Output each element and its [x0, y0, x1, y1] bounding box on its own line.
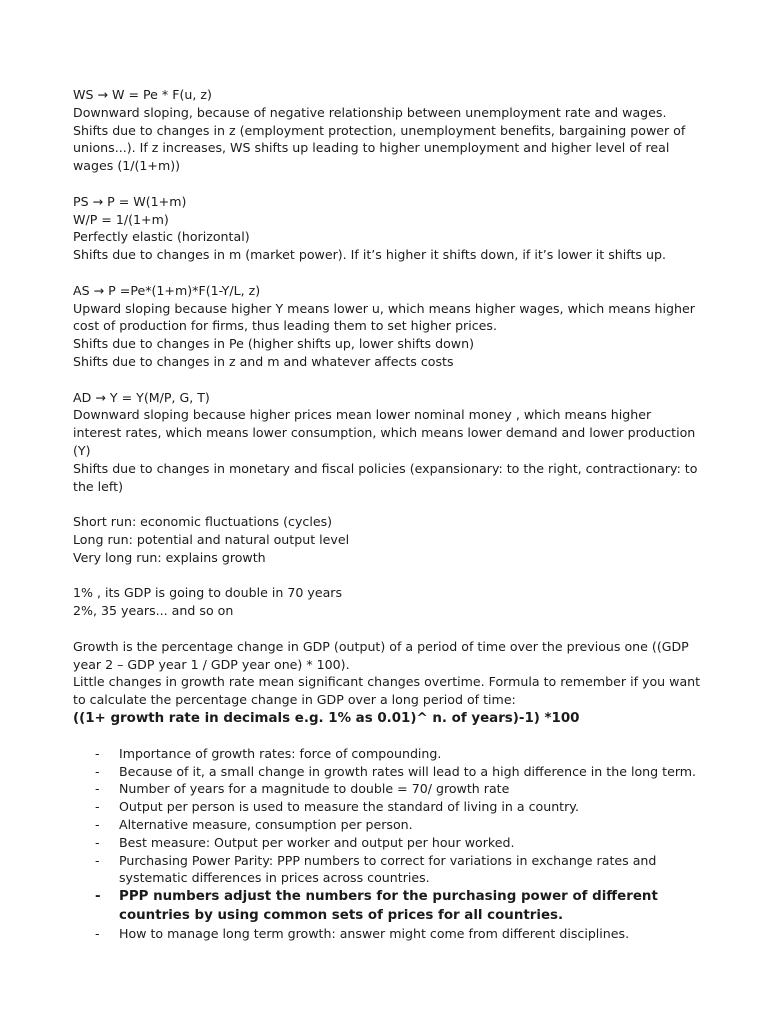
ad-line: Downward sloping because higher prices mean lower nominal money , which means higher interest rates, which means lower consumption, which means lower demand and lower production (Y): [73, 407, 700, 458]
ws-line: Downward sloping, because of negative relationship between unemployment rate and wages.: [73, 104, 667, 120]
ad-line: Shifts due to changes in monetary and fiscal policies (expansionary: to the right, contractionary: to the left): [73, 460, 702, 494]
growth-formula: ((1+ growth rate in decimals e.g. 1% as 0.01)^ n. of years)-1) *100: [73, 710, 580, 726]
document-page: [73, 86, 703, 943]
bullet-dash: -: [95, 852, 100, 868]
run-line: Very long run: explains growth: [73, 549, 266, 565]
paragraph-gap: [73, 175, 703, 193]
list-item-text: Alternative measure, consumption per person.: [119, 817, 413, 833]
bullet-dash: -: [95, 763, 100, 779]
list-item: [73, 852, 703, 888]
list-item-text: PPP numbers adjust the numbers for the purchasing power of different countries by using common sets of prices for all countries.: [119, 889, 658, 924]
list-item: [73, 834, 703, 852]
list-item-text: Number of years for a magnitude to double = 70/ growth rate: [119, 781, 510, 797]
paragraph-gap: [73, 264, 703, 282]
as-line: Upward sloping because higher Y means lower u, which means higher wages, which means higher cost of production for firms, thus leading them to set higher prices.: [73, 300, 699, 334]
growth-line: Growth is the percentage change in GDP (output) of a period of time over the previous one ((GDP year 2 – GDP year 1 / GDP year one) * 100).: [73, 638, 693, 672]
doubling-line: 2%, 35 years... and so on: [73, 603, 234, 619]
list-item: [73, 763, 703, 781]
bullet-dash: -: [95, 834, 100, 850]
bullet-dash: -: [95, 745, 100, 761]
paragraph-gap: [73, 620, 703, 638]
list-item-text: Best measure: Output per worker and output per hour worked.: [119, 834, 515, 850]
ps-heading: PS → P = W(1+m): [73, 193, 187, 209]
bullet-dash: -: [95, 889, 101, 905]
as-heading: AS → P =Pe*(1+m)*F(1-Y/L, z): [73, 282, 261, 298]
paragraph-gap: [73, 371, 703, 389]
ws-heading: WS → W = Pe * F(u, z): [73, 87, 212, 102]
paragraph-gap: [73, 495, 703, 513]
list-item: [73, 780, 703, 798]
ps-line: W/P = 1/(1+m): [73, 211, 169, 227]
list-item: [73, 745, 703, 763]
paragraph-gap: [73, 567, 703, 585]
list-item-text: Importance of growth rates: force of compounding.: [119, 745, 442, 761]
run-line: Short run: economic fluctuations (cycles): [73, 514, 333, 530]
doubling-line: 1% , its GDP is going to double in 70 years: [73, 585, 343, 601]
list-item: [73, 798, 703, 816]
list-item: [73, 887, 703, 925]
bullet-dash: -: [95, 926, 100, 942]
bullet-dash: -: [95, 781, 100, 797]
bullet-dash: -: [95, 817, 100, 833]
bullet-list: [73, 745, 703, 943]
list-item-text: Output per person is used to measure the standard of living in a country.: [119, 799, 579, 815]
growth-line: Little changes in growth rate mean significant changes overtime. Formula to remember if you want to calculate the percentage change in GDP over a long period of time:: [73, 674, 705, 708]
as-line: Shifts due to changes in z and m and whatever affects costs: [73, 353, 454, 369]
as-line: Shifts due to changes in Pe (higher shifts up, lower shifts down): [73, 336, 474, 352]
bullet-dash: -: [95, 799, 100, 815]
ps-line: Perfectly elastic (horizontal): [73, 229, 250, 245]
list-item: [73, 816, 703, 834]
ad-heading: AD → Y = Y(M/P, G, T): [73, 389, 210, 405]
list-item-text: Because of it, a small change in growth rates will lead to a high difference in the long term.: [119, 763, 697, 779]
ps-line: Shifts due to changes in m (market power). If it’s higher it shifts down, if it’s lower it shifts up.: [73, 247, 666, 263]
list-item-text: Purchasing Power Parity: PPP numbers to correct for variations in exchange rates and systematic differences in prices across countries.: [119, 852, 657, 886]
run-line: Long run: potential and natural output level: [73, 531, 350, 547]
list-item: [73, 925, 703, 943]
ws-line: Shifts due to changes in z (employment protection, unemployment benefits, bargaining power of unions...). If z increases, WS shifts up leading to higher unemployment and higher level of real wages (1/(1+m)): [73, 122, 690, 174]
list-item-text: How to manage long term growth: answer might come from different disciplines.: [119, 926, 630, 942]
